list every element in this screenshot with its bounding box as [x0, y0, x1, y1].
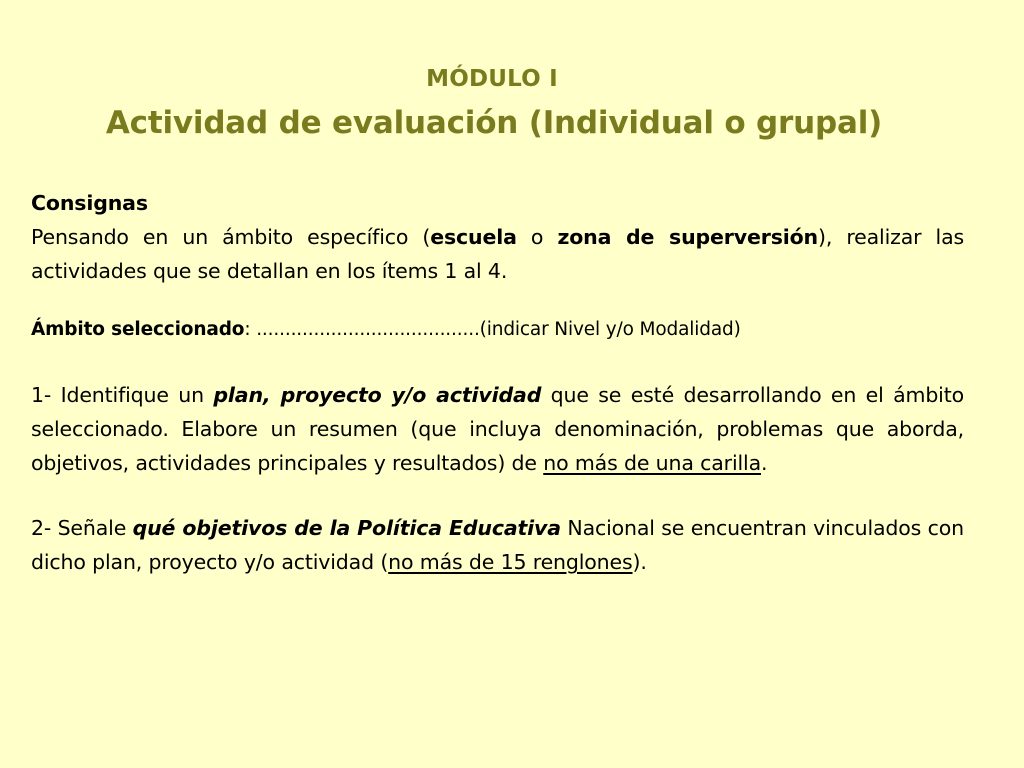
item-1-emphasis: plan, proyecto y/o actividad: [213, 383, 542, 407]
item-1-post: .: [761, 451, 768, 475]
intro-zona: zona de superversión: [557, 225, 819, 249]
page-title: Actividad de evaluación (Individual o grupal): [105, 105, 883, 141]
intro-escuela: escuela: [430, 225, 517, 249]
ambito-line: [31, 313, 964, 347]
module-label: MÓDULO I: [426, 66, 558, 92]
item-1-underlined: no más de una carilla: [543, 451, 761, 475]
intro-text-start: Pensando en un ámbito específico (: [31, 225, 431, 249]
ambito-rest: : .......................................(indicar Nivel y/o Modalidad): [244, 319, 741, 340]
item-2-mid: Nacional se encuentran vinculados con dicho plan, proyecto y/o actividad (: [31, 516, 964, 574]
item-2: [31, 511, 964, 579]
item-2-underlined: no más de 15 renglones: [388, 550, 633, 574]
slide-body: [31, 186, 964, 579]
intro-text-end: ), realizar las actividades que se detallan en los ítems 1 al 4.: [31, 225, 965, 283]
consignas-heading: Consignas: [31, 191, 148, 215]
ambito-label: Ámbito seleccionado: [31, 319, 245, 340]
item-1-pre: 1- Identifique un: [31, 383, 214, 407]
item-2-post: ).: [632, 550, 647, 574]
item-1: [31, 378, 964, 480]
consignas-intro: [31, 220, 964, 288]
item-2-emphasis: qué objetivos de la Política Educativa: [132, 516, 561, 540]
intro-text-mid: o: [516, 225, 558, 249]
item-2-pre: 2- Señale: [31, 516, 133, 540]
item-1-mid: que se esté desarrollando en el ámbito seleccionado. Elabore un resumen (que incluya denominación, problemas que aborda, objetivos, actividades principales y resultados) de: [31, 383, 965, 475]
